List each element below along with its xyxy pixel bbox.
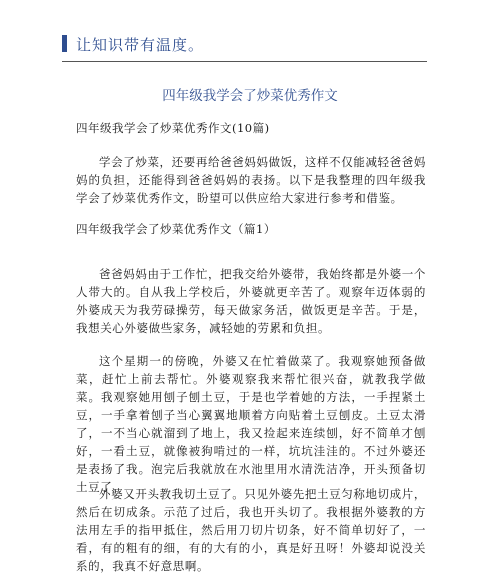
paragraph-3-text: 外婆又开头教我切土豆了。只见外婆先把土豆匀称地切成片，然后在切成条。示范了过后，我也开头切了。我根据外婆教的方法用左手的指甲抵住，然后用刀切片切条，好不简单切好了，一看，有的粗有的细，有的大有的小，真是好丑呀！外婆却说没关系的，我真不好意思啊。 (76, 487, 426, 573)
body-paragraph-2 (76, 352, 426, 496)
header-divider (62, 61, 427, 62)
intro-paragraph (76, 153, 426, 207)
document-title: 四年级我学会了炒菜优秀作文 (162, 88, 338, 104)
body-paragraph-1 (76, 265, 426, 337)
document-subtitle: 四年级我学会了炒菜优秀作文(10篇) (76, 121, 270, 135)
paragraph-1-text: 爸爸妈妈由于工作忙，把我交给外婆带，我始终都是外婆一个人带大的。自从我上学校后，外婆就更辛苦了。观察年迈体弱的外婆成天为我劳碌操劳，每天做家务活，做饭更是辛苦。于是，我想关心外婆做些家务，减轻她的劳累和负担。 (76, 267, 426, 335)
header-slogan: 让知识带有温度。 (76, 36, 205, 54)
body-paragraph-3 (76, 485, 426, 575)
section-heading: 四年级我学会了炒菜优秀作文（篇1） (76, 222, 276, 236)
intro-text: 学会了炒菜，还要再给爸爸妈妈做饭，这样不仅能减轻爸爸妈妈的负担，还能得到爸爸妈妈的表扬。以下是我整理的四年级我学会了炒菜优秀作文，盼望可以供应给大家进行参考和借鉴。 (76, 155, 426, 205)
paragraph-2-text: 这个星期一的傍晚，外婆又在忙着做菜了。我观察她预备做菜，赶忙上前去帮忙。外婆观察我来帮忙很兴奋，就教我学做菜。我观察她用刨子刨土豆，于是也学着她的方法，一手捏紧土豆，一手拿着刨子当心翼翼地顺着方向贴着土豆刨皮。土豆太滑了，一不当心就溜到了地上，我又捡起来连续刨，好不简单才刨好，一看土豆，就像被狗啃过的一样，坑坑洼洼的。不过外婆还是表扬了我。泡完后我就放在水池里用水清洗洁净，开头预备切土豆了。 (76, 354, 426, 494)
header-accent-bar (62, 35, 67, 52)
